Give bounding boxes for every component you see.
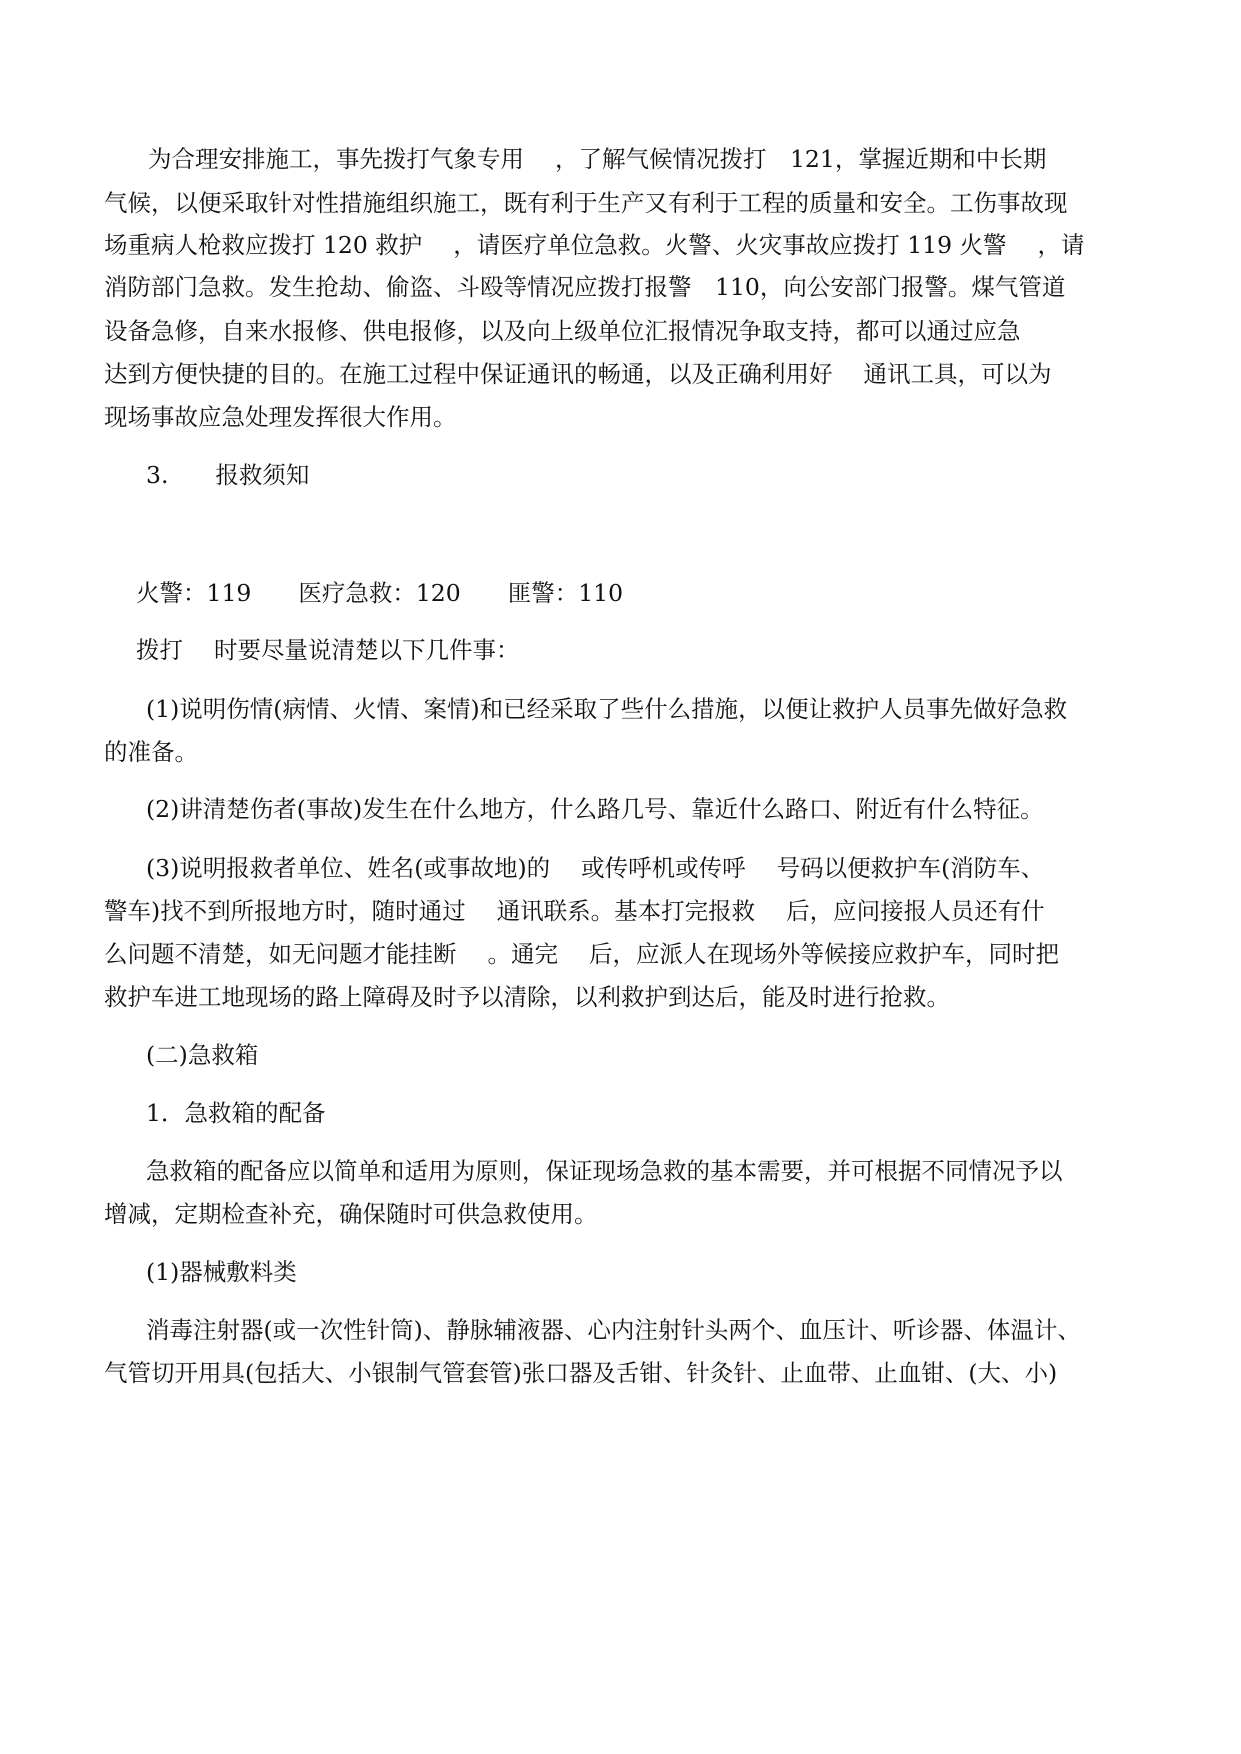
list-item-continuation: 警车)找不到所报地方时，随时通过 通讯联系。基本打完报救 后，应问接报人员还有什 [104,897,1045,925]
paragraph-line: 气管切开用具(包括大、小银制气管套管)张口器及舌钳、针灸针、止血带、止血钳、(大、小) [104,1359,1058,1387]
paragraph-line: 气候，以便采取针对性措施组织施工，既有利于生产又有利于工程的质量和安全。工伤事故现 [104,189,1068,217]
list-item: (2)讲清楚伤者(事故)发生在什么地方，什么路几号、靠近什么路口、附近有什么特征。 [146,795,1044,823]
paragraph-line: 消防部门急救。发生抢劫、偷盗、斗殴等情况应拨打报警 110，向公安部门报警。煤气管道 [104,273,1066,301]
paragraph-line: 现场事故应急处理发挥很大作用。 [104,403,457,431]
list-item-continuation: 救护车进工地现场的路上障碍及时予以清除，以利救护到达后，能及时进行抢救。 [104,983,950,1011]
paragraph-line: 增减，定期检查补充，确保随时可供急救使用。 [104,1200,598,1228]
paragraph-line: 场重病人枪救应拨打 120 救护 ，请医疗单位急救。火警、火灾事故应拨打 119 火警 ，请 [104,231,1085,259]
paragraph-line: 为合理安排施工，事先拨打气象专用 ，了解气候情况拨打 121，掌握近期和中长期 [148,145,1047,173]
section-heading: 3. 报救须知 [146,461,310,489]
subsection-heading: (1)器械敷料类 [146,1258,297,1286]
paragraph-line: 急救箱的配备应以简单和适用为原则，保证现场急救的基本需要，并可根据不同情况予以 [146,1157,1063,1185]
emergency-numbers: 火警：119 医疗急救：120 匪警：110 [136,579,624,607]
paragraph-line: 设备急修，自来水报修、供电报修，以及向上级单位汇报情况争取支持，都可以通过应急 [104,317,1021,345]
paragraph-line: 达到方便快捷的目的。在施工过程中保证通讯的畅通，以及正确利用好 通讯工具，可以为 [104,360,1052,388]
section-heading: (二)急救箱 [146,1041,259,1069]
list-item-continuation: 的准备。 [104,738,198,766]
paragraph-line: 消毒注射器(或一次性针筒)、静脉辅液器、心内注射针头两个、血压计、听诊器、体温计、 [146,1316,1081,1344]
list-item-continuation: 么问题不清楚，如无问题才能挂断 。通完 后，应派人在现场外等候接应救护车，同时把 [104,940,1059,968]
list-item: (1)说明伤情(病情、火情、案情)和已经采取了些什么措施，以便让救护人员事先做好急救 [146,695,1068,723]
subsection-heading: 1．急救箱的配备 [146,1099,326,1127]
paragraph-line: 拨打 时要尽量说清楚以下几件事： [136,636,520,664]
list-item: (3)说明报救者单位、姓名(或事故地)的 或传呼机或传呼 号码以便救护车(消防车、 [146,854,1045,882]
